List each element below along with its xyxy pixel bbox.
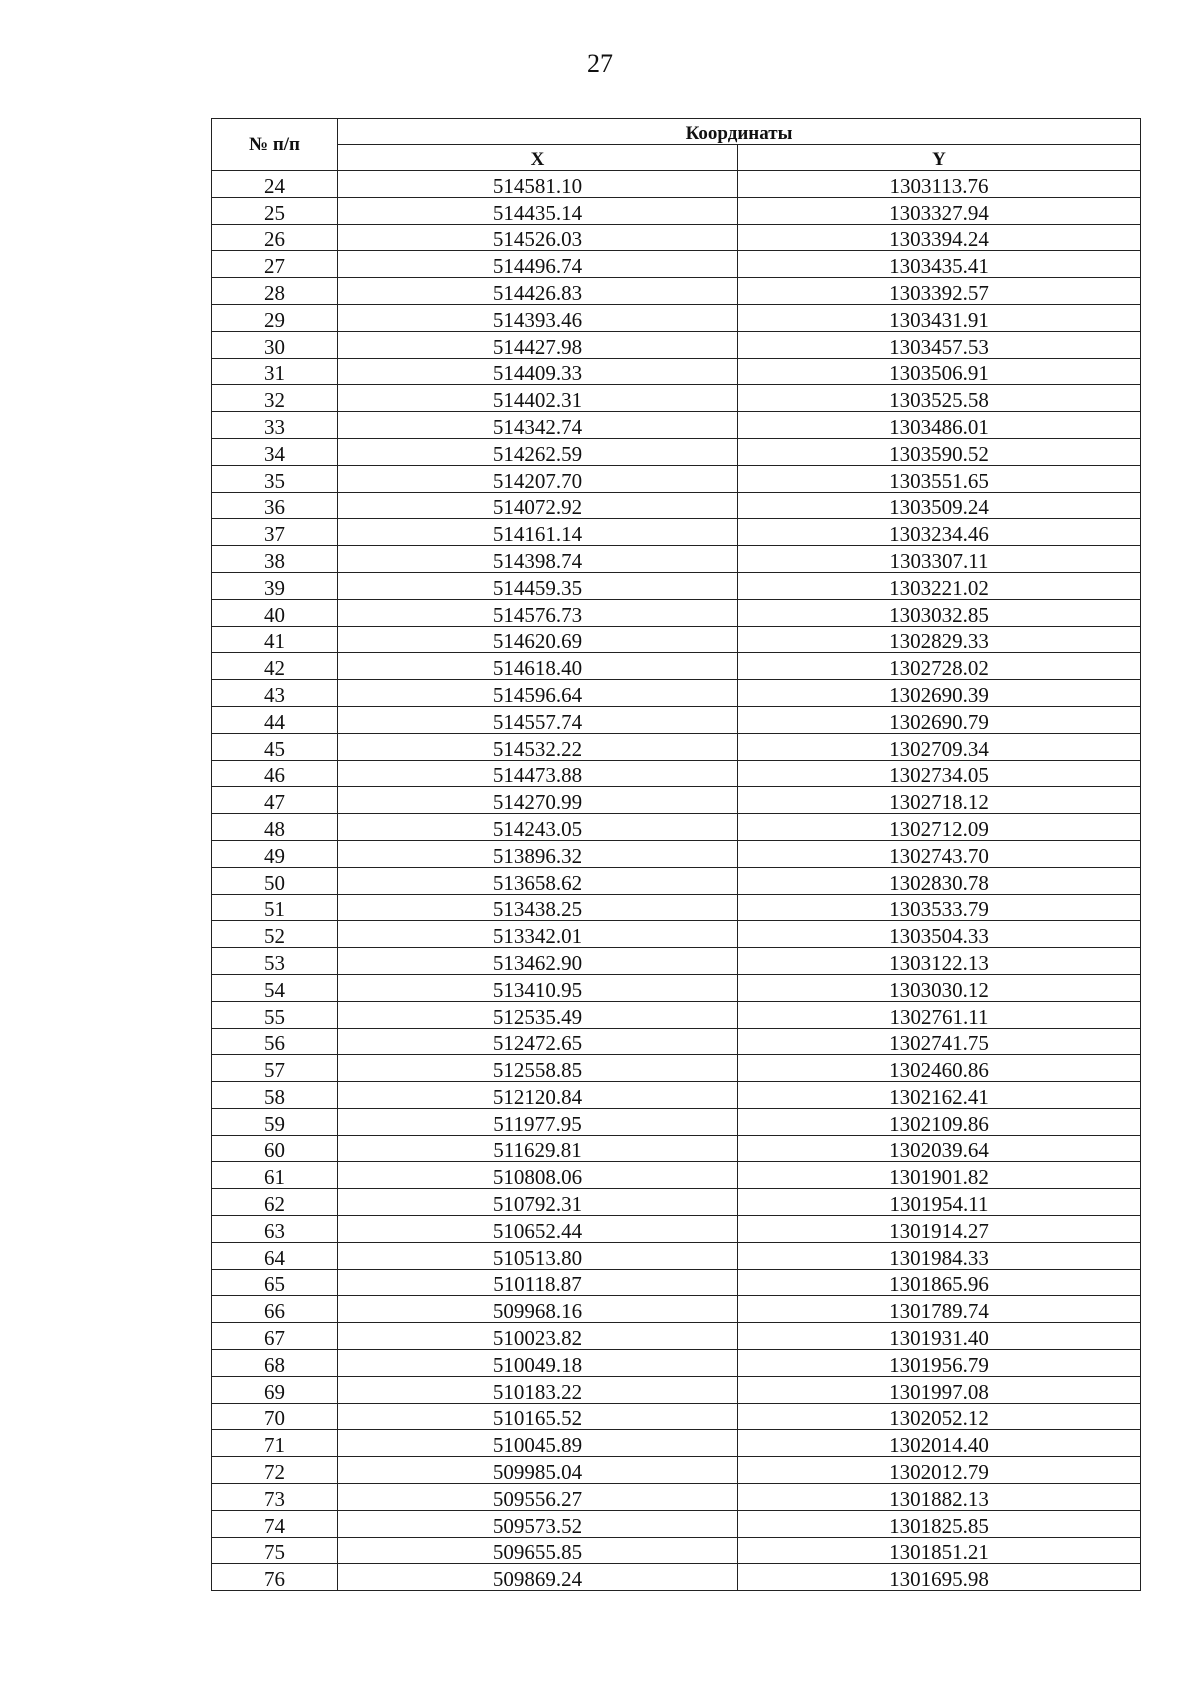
cell-number: 54 bbox=[212, 974, 338, 1001]
cell-x: 510808.06 bbox=[338, 1162, 738, 1189]
cell-y: 1302012.79 bbox=[738, 1457, 1141, 1484]
cell-y: 1302690.39 bbox=[738, 680, 1141, 707]
table-row bbox=[212, 519, 1141, 546]
cell-y: 1303394.24 bbox=[738, 224, 1141, 251]
table-row bbox=[212, 1162, 1141, 1189]
cell-number: 73 bbox=[212, 1484, 338, 1511]
cell-y: 1303509.24 bbox=[738, 492, 1141, 519]
cell-number: 42 bbox=[212, 653, 338, 680]
cell-y: 1302712.09 bbox=[738, 814, 1141, 841]
table-row bbox=[212, 1216, 1141, 1243]
cell-y: 1303551.65 bbox=[738, 465, 1141, 492]
cell-number: 64 bbox=[212, 1242, 338, 1269]
cell-number: 26 bbox=[212, 224, 338, 251]
header-coordinates: Координаты bbox=[338, 119, 1141, 145]
table-row bbox=[212, 1055, 1141, 1082]
cell-y: 1303457.53 bbox=[738, 331, 1141, 358]
table-row bbox=[212, 224, 1141, 251]
cell-x: 510513.80 bbox=[338, 1242, 738, 1269]
cell-y: 1301825.85 bbox=[738, 1510, 1141, 1537]
cell-y: 1303525.58 bbox=[738, 385, 1141, 412]
cell-x: 514426.83 bbox=[338, 278, 738, 305]
cell-y: 1302761.11 bbox=[738, 1001, 1141, 1028]
cell-y: 1302052.12 bbox=[738, 1403, 1141, 1430]
cell-number: 62 bbox=[212, 1189, 338, 1216]
cell-number: 72 bbox=[212, 1457, 338, 1484]
cell-y: 1301901.82 bbox=[738, 1162, 1141, 1189]
table-row bbox=[212, 331, 1141, 358]
coordinates-table bbox=[211, 118, 1141, 1591]
table-row bbox=[212, 1108, 1141, 1135]
table-row bbox=[212, 1082, 1141, 1109]
cell-number: 74 bbox=[212, 1510, 338, 1537]
cell-x: 510652.44 bbox=[338, 1216, 738, 1243]
cell-x: 514161.14 bbox=[338, 519, 738, 546]
table-row bbox=[212, 680, 1141, 707]
table-row bbox=[212, 1189, 1141, 1216]
table-row bbox=[212, 171, 1141, 198]
cell-y: 1303431.91 bbox=[738, 304, 1141, 331]
cell-y: 1303506.91 bbox=[738, 358, 1141, 385]
cell-y: 1302690.79 bbox=[738, 706, 1141, 733]
cell-x: 510165.52 bbox=[338, 1403, 738, 1430]
cell-y: 1301851.21 bbox=[738, 1537, 1141, 1564]
cell-x: 509655.85 bbox=[338, 1537, 738, 1564]
cell-y: 1301931.40 bbox=[738, 1323, 1141, 1350]
cell-number: 24 bbox=[212, 171, 338, 198]
table-row bbox=[212, 1350, 1141, 1377]
table-row bbox=[212, 760, 1141, 787]
cell-x: 510023.82 bbox=[338, 1323, 738, 1350]
cell-number: 33 bbox=[212, 412, 338, 439]
table-row bbox=[212, 787, 1141, 814]
table-header bbox=[212, 119, 1141, 171]
table-row bbox=[212, 492, 1141, 519]
cell-number: 46 bbox=[212, 760, 338, 787]
cell-y: 1303392.57 bbox=[738, 278, 1141, 305]
cell-y: 1301954.11 bbox=[738, 1189, 1141, 1216]
cell-x: 514618.40 bbox=[338, 653, 738, 680]
cell-number: 40 bbox=[212, 599, 338, 626]
cell-number: 25 bbox=[212, 197, 338, 224]
cell-x: 512558.85 bbox=[338, 1055, 738, 1082]
cell-number: 39 bbox=[212, 572, 338, 599]
cell-number: 47 bbox=[212, 787, 338, 814]
cell-x: 514409.33 bbox=[338, 358, 738, 385]
cell-number: 58 bbox=[212, 1082, 338, 1109]
cell-x: 514473.88 bbox=[338, 760, 738, 787]
cell-y: 1302829.33 bbox=[738, 626, 1141, 653]
table-row bbox=[212, 867, 1141, 894]
cell-x: 514496.74 bbox=[338, 251, 738, 278]
table-row bbox=[212, 814, 1141, 841]
cell-number: 51 bbox=[212, 894, 338, 921]
cell-x: 514581.10 bbox=[338, 171, 738, 198]
table-row bbox=[212, 599, 1141, 626]
table-row bbox=[212, 1323, 1141, 1350]
cell-y: 1302460.86 bbox=[738, 1055, 1141, 1082]
cell-y: 1301984.33 bbox=[738, 1242, 1141, 1269]
cell-number: 76 bbox=[212, 1564, 338, 1591]
cell-number: 53 bbox=[212, 948, 338, 975]
cell-y: 1302741.75 bbox=[738, 1028, 1141, 1055]
cell-x: 514620.69 bbox=[338, 626, 738, 653]
cell-number: 27 bbox=[212, 251, 338, 278]
cell-x: 509869.24 bbox=[338, 1564, 738, 1591]
cell-x: 514342.74 bbox=[338, 412, 738, 439]
table-row bbox=[212, 251, 1141, 278]
cell-x: 514459.35 bbox=[338, 572, 738, 599]
cell-x: 514393.46 bbox=[338, 304, 738, 331]
table-row bbox=[212, 1564, 1141, 1591]
cell-number: 28 bbox=[212, 278, 338, 305]
table-row bbox=[212, 304, 1141, 331]
cell-number: 52 bbox=[212, 921, 338, 948]
cell-y: 1303234.46 bbox=[738, 519, 1141, 546]
cell-y: 1302709.34 bbox=[738, 733, 1141, 760]
cell-y: 1302109.86 bbox=[738, 1108, 1141, 1135]
cell-x: 512472.65 bbox=[338, 1028, 738, 1055]
cell-number: 63 bbox=[212, 1216, 338, 1243]
cell-number: 50 bbox=[212, 867, 338, 894]
cell-number: 48 bbox=[212, 814, 338, 841]
table-row bbox=[212, 1296, 1141, 1323]
cell-x: 514596.64 bbox=[338, 680, 738, 707]
cell-number: 65 bbox=[212, 1269, 338, 1296]
cell-number: 66 bbox=[212, 1296, 338, 1323]
cell-number: 30 bbox=[212, 331, 338, 358]
cell-x: 514262.59 bbox=[338, 438, 738, 465]
cell-x: 514576.73 bbox=[338, 599, 738, 626]
table-row bbox=[212, 546, 1141, 573]
cell-number: 34 bbox=[212, 438, 338, 465]
cell-number: 55 bbox=[212, 1001, 338, 1028]
page-number: 27 bbox=[587, 49, 613, 78]
cell-y: 1302830.78 bbox=[738, 867, 1141, 894]
header-x: X bbox=[338, 145, 738, 171]
cell-number: 56 bbox=[212, 1028, 338, 1055]
cell-x: 514398.74 bbox=[338, 546, 738, 573]
cell-x: 509573.52 bbox=[338, 1510, 738, 1537]
cell-x: 514072.92 bbox=[338, 492, 738, 519]
cell-number: 38 bbox=[212, 546, 338, 573]
cell-number: 43 bbox=[212, 680, 338, 707]
cell-y: 1303032.85 bbox=[738, 599, 1141, 626]
table-row bbox=[212, 385, 1141, 412]
cell-x: 512535.49 bbox=[338, 1001, 738, 1028]
cell-number: 37 bbox=[212, 519, 338, 546]
cell-y: 1302039.64 bbox=[738, 1135, 1141, 1162]
table-row bbox=[212, 921, 1141, 948]
cell-number: 59 bbox=[212, 1108, 338, 1135]
header-y: Y bbox=[738, 145, 1141, 171]
cell-x: 510045.89 bbox=[338, 1430, 738, 1457]
cell-y: 1302734.05 bbox=[738, 760, 1141, 787]
cell-number: 44 bbox=[212, 706, 338, 733]
cell-x: 510792.31 bbox=[338, 1189, 738, 1216]
table-row bbox=[212, 894, 1141, 921]
cell-y: 1301882.13 bbox=[738, 1484, 1141, 1511]
cell-x: 514402.31 bbox=[338, 385, 738, 412]
cell-y: 1301695.98 bbox=[738, 1564, 1141, 1591]
table-row bbox=[212, 840, 1141, 867]
cell-number: 31 bbox=[212, 358, 338, 385]
cell-y: 1303221.02 bbox=[738, 572, 1141, 599]
cell-x: 511977.95 bbox=[338, 1108, 738, 1135]
cell-x: 514526.03 bbox=[338, 224, 738, 251]
cell-x: 510183.22 bbox=[338, 1376, 738, 1403]
table-row bbox=[212, 626, 1141, 653]
cell-number: 68 bbox=[212, 1350, 338, 1377]
cell-number: 29 bbox=[212, 304, 338, 331]
cell-y: 1303590.52 bbox=[738, 438, 1141, 465]
cell-y: 1303533.79 bbox=[738, 894, 1141, 921]
table-row bbox=[212, 1403, 1141, 1430]
table-row bbox=[212, 974, 1141, 1001]
cell-number: 70 bbox=[212, 1403, 338, 1430]
cell-x: 513438.25 bbox=[338, 894, 738, 921]
cell-x: 513342.01 bbox=[338, 921, 738, 948]
cell-y: 1301865.96 bbox=[738, 1269, 1141, 1296]
table-row bbox=[212, 465, 1141, 492]
table-row bbox=[212, 1242, 1141, 1269]
cell-x: 509556.27 bbox=[338, 1484, 738, 1511]
cell-y: 1301997.08 bbox=[738, 1376, 1141, 1403]
table-row bbox=[212, 948, 1141, 975]
cell-x: 514557.74 bbox=[338, 706, 738, 733]
table-row bbox=[212, 1457, 1141, 1484]
cell-x: 510118.87 bbox=[338, 1269, 738, 1296]
cell-y: 1303504.33 bbox=[738, 921, 1141, 948]
cell-y: 1301789.74 bbox=[738, 1296, 1141, 1323]
table-row bbox=[212, 278, 1141, 305]
cell-x: 514532.22 bbox=[338, 733, 738, 760]
table-row bbox=[212, 1135, 1141, 1162]
cell-y: 1302728.02 bbox=[738, 653, 1141, 680]
cell-y: 1303030.12 bbox=[738, 974, 1141, 1001]
header-number: № п/п bbox=[212, 119, 338, 171]
cell-number: 60 bbox=[212, 1135, 338, 1162]
cell-number: 57 bbox=[212, 1055, 338, 1082]
cell-x: 513462.90 bbox=[338, 948, 738, 975]
table-row bbox=[212, 1001, 1141, 1028]
table-row bbox=[212, 1376, 1141, 1403]
cell-x: 512120.84 bbox=[338, 1082, 738, 1109]
cell-y: 1301956.79 bbox=[738, 1350, 1141, 1377]
cell-x: 514243.05 bbox=[338, 814, 738, 841]
cell-x: 514435.14 bbox=[338, 197, 738, 224]
cell-x: 513658.62 bbox=[338, 867, 738, 894]
cell-number: 41 bbox=[212, 626, 338, 653]
cell-x: 514270.99 bbox=[338, 787, 738, 814]
table-row bbox=[212, 358, 1141, 385]
cell-x: 511629.81 bbox=[338, 1135, 738, 1162]
cell-y: 1302718.12 bbox=[738, 787, 1141, 814]
table-row bbox=[212, 653, 1141, 680]
table-row bbox=[212, 572, 1141, 599]
table-row bbox=[212, 1537, 1141, 1564]
cell-y: 1302162.41 bbox=[738, 1082, 1141, 1109]
cell-x: 514207.70 bbox=[338, 465, 738, 492]
cell-number: 69 bbox=[212, 1376, 338, 1403]
table-row bbox=[212, 197, 1141, 224]
cell-y: 1303122.13 bbox=[738, 948, 1141, 975]
table-row bbox=[212, 1430, 1141, 1457]
table-row bbox=[212, 412, 1141, 439]
cell-y: 1302743.70 bbox=[738, 840, 1141, 867]
table-row bbox=[212, 1510, 1141, 1537]
cell-x: 509985.04 bbox=[338, 1457, 738, 1484]
cell-number: 36 bbox=[212, 492, 338, 519]
cell-x: 510049.18 bbox=[338, 1350, 738, 1377]
cell-y: 1302014.40 bbox=[738, 1430, 1141, 1457]
cell-number: 71 bbox=[212, 1430, 338, 1457]
cell-x: 514427.98 bbox=[338, 331, 738, 358]
table-row bbox=[212, 1269, 1141, 1296]
table-row bbox=[212, 1028, 1141, 1055]
cell-number: 45 bbox=[212, 733, 338, 760]
table-row bbox=[212, 706, 1141, 733]
table-row bbox=[212, 733, 1141, 760]
cell-y: 1303486.01 bbox=[738, 412, 1141, 439]
cell-number: 75 bbox=[212, 1537, 338, 1564]
table-row bbox=[212, 1484, 1141, 1511]
cell-x: 509968.16 bbox=[338, 1296, 738, 1323]
cell-y: 1303307.11 bbox=[738, 546, 1141, 573]
table-row bbox=[212, 438, 1141, 465]
cell-number: 67 bbox=[212, 1323, 338, 1350]
cell-number: 49 bbox=[212, 840, 338, 867]
cell-number: 35 bbox=[212, 465, 338, 492]
cell-x: 513410.95 bbox=[338, 974, 738, 1001]
cell-number: 32 bbox=[212, 385, 338, 412]
cell-y: 1303113.76 bbox=[738, 171, 1141, 198]
cell-y: 1303327.94 bbox=[738, 197, 1141, 224]
cell-x: 513896.32 bbox=[338, 840, 738, 867]
cell-y: 1301914.27 bbox=[738, 1216, 1141, 1243]
cell-number: 61 bbox=[212, 1162, 338, 1189]
cell-y: 1303435.41 bbox=[738, 251, 1141, 278]
table-body bbox=[212, 171, 1141, 1591]
